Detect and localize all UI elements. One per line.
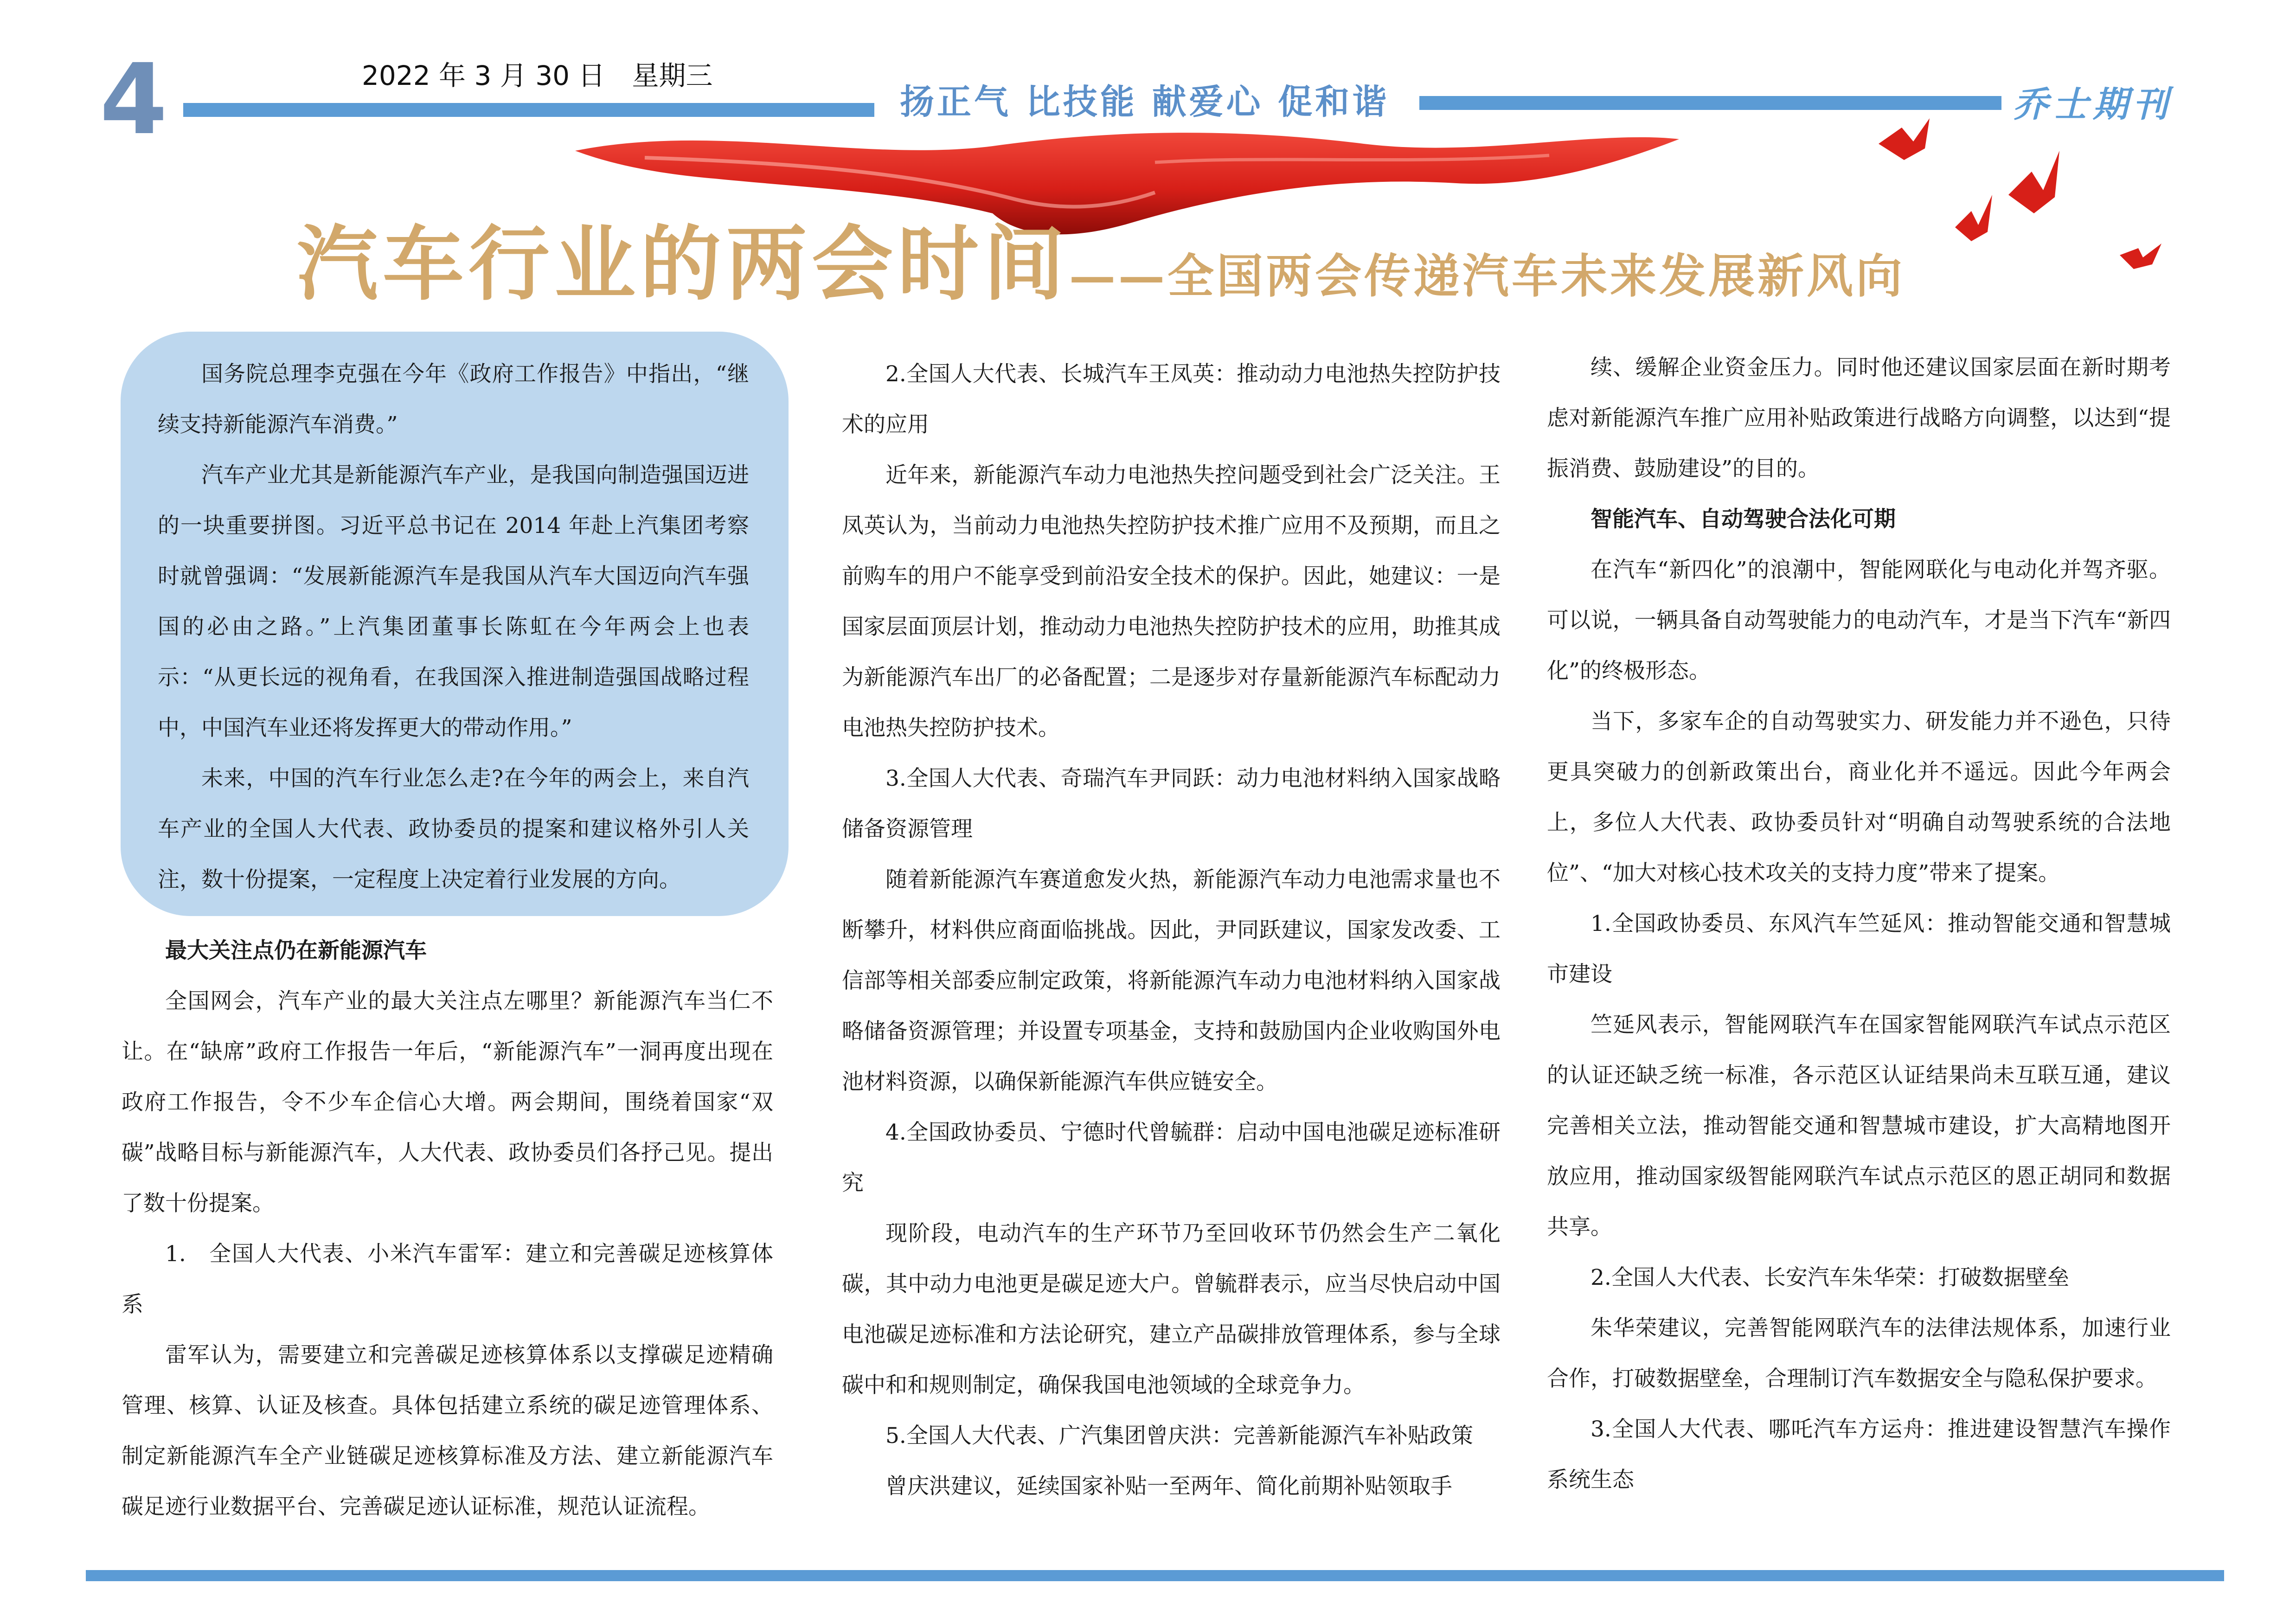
article-paragraph: 全国网会，汽车产业的最大关注点左哪里？新能源汽车当仁不让。在“缺席”政府工作报告一年后，“新能源汽车”一洞再度出现在政府工作报告，令不少车企信心大增。两会期间，围绕着国家“双碳”战略目标与新能源汽车，人大代表、政协委员们各抒己见。提出了数十份提案。 [122, 988, 773, 1216]
intro-paragraph: 国务院总理李克强在今年《政府工作报告》中指出，“继续支持新能源汽车消费。” [158, 361, 749, 437]
footer-rule [86, 1570, 2224, 1581]
red-birds-decoration [1860, 116, 2194, 283]
column-2 [842, 349, 1501, 1512]
article-paragraph: 5.全国人大代表、广汽集团曾庆洪：完善新能源汽车补贴政策 [885, 1423, 1473, 1449]
article-paragraph: 3.全国人大代表、奇瑞汽车尹同跃：动力电池材料纳入国家战略储备资源管理 [842, 766, 1501, 842]
article-paragraph: 1.全国政协委员、东风汽车竺延风：推动智能交通和智慧城市建设 [1547, 911, 2171, 987]
article-paragraph: 当下，多家车企的自动驾驶实力、研发能力并不逊色，只待更具突破力的创新政策出台，商业化并不遥远。因此今年两会上，多位人大代表、政协委员针对“明确自动驾驶系统的合法地位”、“加大对核心技术攻关的支持力度”带来了提案。 [1547, 709, 2171, 886]
headline-main: 汽车行业的两会时间 [297, 217, 1069, 312]
header-rule-left [183, 103, 874, 117]
article-paragraph: 现阶段，电动汽车的生产环节乃至回收环节仍然会生产二氧化碳，其中动力电池更是碳足迹大户。曾毓群表示，应当尽快启动中国电池碳足迹标准和方法论研究，建立产品碳排放管理体系，参与全球碳中和和规则制定，确保我国电池领域的全球竞争力。 [842, 1221, 1501, 1398]
header-rule-right [1419, 96, 2001, 110]
intro-paragraph: 未来，中国的汽车行业怎么走?在今年的两会上，来自汽车产业的全国人大代表、政协委员的提案和建议格外引人关注，数十份提案，一定程度上决定着行业发展的方向。 [158, 766, 749, 892]
section-heading: 最大关注点仍在新能源汽车 [165, 938, 427, 963]
headline-sub: ——全国两会传递汽车未来发展新风向 [1069, 249, 1905, 303]
masthead: 乔士期刊 [2013, 83, 2173, 125]
article-paragraph: 2.全国人大代表、长城汽车王凤英：推动动力电池热失控防护技术的应用 [842, 361, 1501, 437]
article-paragraph: 续、缓解企业资金压力。同时他还建议国家层面在新时期考虑对新能源汽车推广应用补贴政策进行战略方向调整，以达到“提振消费、鼓励建设”的目的。 [1547, 355, 2171, 481]
slogan: 扬正气 比技能 献爱心 促和谐 [900, 82, 1390, 122]
article-paragraph: 近年来，新能源汽车动力电池热失控问题受到社会广泛关注。王凤英认为，当前动力电池热失控防护技术推广应用不及预期，而且之前购车的用户不能享受到前沿安全技术的保护。因此，她建议：一是国家层面顶层计划，推动动力电池热失控防护技术的应用，助推其成为新能源汽车出厂的必备配置；二是逐步对存量新能源汽车标配动力电池热失控防护技术。 [842, 462, 1501, 741]
column-3 [1547, 342, 2171, 1505]
column-1 [122, 925, 773, 1532]
article-paragraph: 3.全国人大代表、哪吒汽车方运舟：推进建设智慧汽车操作系统生态 [1547, 1417, 2171, 1493]
headline [297, 211, 1905, 329]
article-paragraph: 在汽车“新四化”的浪潮中，智能网联化与电动化并驾齐驱。可以说，一辆具备自动驾驶能力的电动汽车，才是当下汽车“新四化”的终极形态。 [1547, 557, 2171, 684]
intro-paragraph: 汽车产业尤其是新能源汽车产业，是我国向制造强国迈进的一块重要拼图。习近平总书记在 2014 年赴上汽集团考察时就曾强调：“发展新能源汽车是我国从汽车大国迈向汽车强国的必由之路。”上汽集团董事长陈虹在今年两会上也表示：“从更长远的视角看，在我国深入推进制造强国战略过程中，中国汽车业还将发挥更大的带动作用。” [158, 462, 749, 741]
article-paragraph: 朱华荣建议，完善智能网联汽车的法律法规体系，加速行业合作，打破数据壁垒，合理制订汽车数据安全与隐私保护要求。 [1547, 1315, 2171, 1391]
section-heading: 智能汽车、自动驾驶合法化可期 [1591, 506, 1896, 532]
article-paragraph: 2.全国人大代表、长安汽车朱华荣：打破数据壁垒 [1591, 1265, 2069, 1290]
issue-date: 2022 年 3 月 30 日 星期三 [362, 60, 713, 91]
article-paragraph: 1. 全国人大代表、小米汽车雷军：建立和完善碳足迹核算体系 [122, 1241, 773, 1317]
article-paragraph: 4.全国政协委员、宁德时代曾毓群：启动中国电池碳足迹标准研究 [842, 1120, 1501, 1196]
intro-text [158, 349, 749, 905]
article-paragraph: 曾庆洪建议，延续国家补贴一至两年、简化前期补贴领取手 [885, 1474, 1452, 1499]
page-number: 4 [100, 43, 168, 156]
article-paragraph: 雷军认为，需要建立和完善碳足迹核算体系以支撑碳足迹精确管理、核算、认证及核查。具体包括建立系统的碳足迹管理体系、制定新能源汽车全产业链碳足迹核算标准及方法、建立新能源汽车碳足迹行业数据平台、完善碳足迹认证标准，规范认证流程。 [122, 1342, 773, 1519]
article-paragraph: 随着新能源汽车赛道愈发火热，新能源汽车动力电池需求量也不断攀升，材料供应商面临挑战。因此，尹同跃建议，国家发改委、工信部等相关部委应制定政策，将新能源汽车动力电池材料纳入国家战略储备资源管理；并设置专项基金，支持和鼓励国内企业收购国外电池材料资源，以确保新能源汽车供应链安全。 [842, 867, 1501, 1095]
article-paragraph: 竺延风表示，智能网联汽车在国家智能网联汽车试点示范区的认证还缺乏统一标准，各示范区认证结果尚未互联互通，建议完善相关立法，推动智能交通和智慧城市建设，扩大高精地图开放应用，推动国家级智能网联汽车试点示范区的恩正胡同和数据共享。 [1547, 1012, 2171, 1240]
